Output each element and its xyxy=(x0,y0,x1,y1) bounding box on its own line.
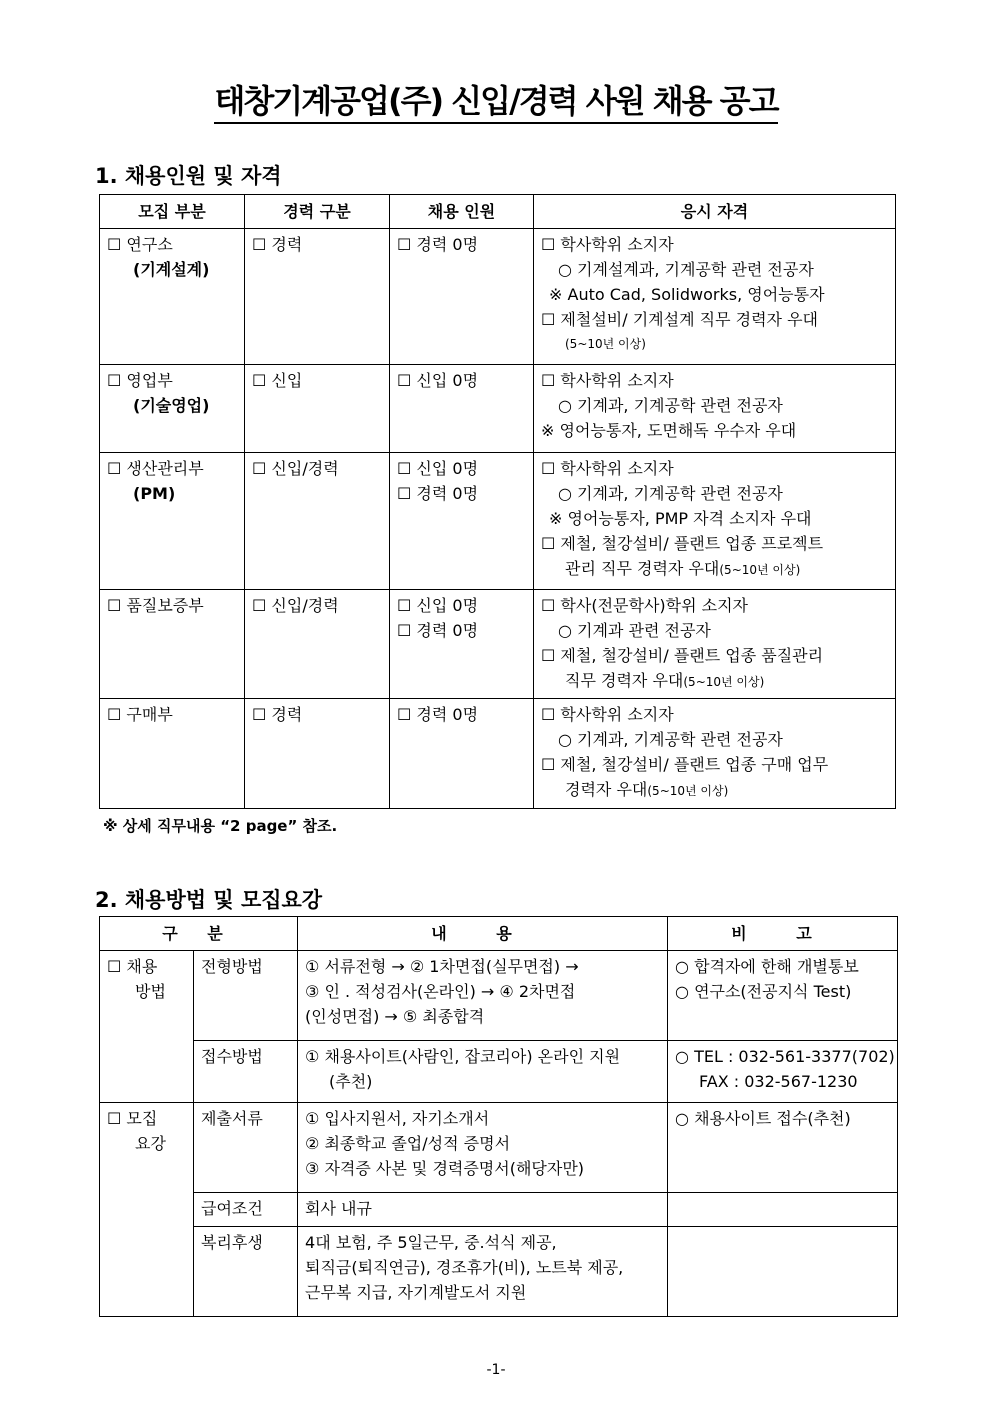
table-row xyxy=(100,229,896,365)
dept-cell: ☐ 연구소 (기계설계) xyxy=(100,229,245,365)
sub-cell: 전형방법 xyxy=(194,951,298,1041)
header-remark: 비 고 xyxy=(668,917,898,951)
career-cell: ☐ 경력 xyxy=(245,229,390,365)
dept-cell: ☐ 영업부 (기술영업) xyxy=(100,365,245,453)
remark-cell: ○ 합격자에 한해 개별통보 ○ 연구소(전공지식 Test) xyxy=(668,951,898,1041)
dept-cell: ☐ 구매부 xyxy=(100,699,245,809)
remark-cell xyxy=(668,1193,898,1227)
content-cell: ① 입사지원서, 자기소개서 ② 최종학교 졸업/성적 증명서 ③ 자격증 사본 및 경력증명서(해당자만) xyxy=(298,1103,668,1193)
sub-cell: 급여조건 xyxy=(194,1193,298,1227)
content-cell: ① 채용사이트(사람인, 잡코리아) 온라인 지원 (추천) xyxy=(298,1041,668,1103)
career-cell: ☐ 신입/경력 xyxy=(245,453,390,590)
table-header-row xyxy=(100,917,898,951)
header-career: 경력 구분 xyxy=(245,195,390,229)
table-row xyxy=(100,590,896,699)
header-category: 구 분 xyxy=(100,917,298,951)
count-cell: ☐ 신입 0명 xyxy=(390,365,534,453)
method-table xyxy=(99,916,898,1317)
table-row xyxy=(100,951,898,1041)
content-cell: 회사 내규 xyxy=(298,1193,668,1227)
count-cell: ☐ 경력 0명 xyxy=(390,699,534,809)
remark-cell: ○ 채용사이트 접수(추천) xyxy=(668,1103,898,1193)
table-row xyxy=(100,699,896,809)
content-cell: ① 서류전형 → ② 1차면접(실무면접) → ③ 인 . 적성검사(온라인) → ④ 2차면접 (인성면접) → ⑤ 최종합격 xyxy=(298,951,668,1041)
table-row xyxy=(100,1041,898,1103)
dept-cell: ☐ 품질보증부 xyxy=(100,590,245,699)
header-count: 채용 인원 xyxy=(390,195,534,229)
table-row xyxy=(100,365,896,453)
table-row xyxy=(100,1193,898,1227)
sub-cell: 접수방법 xyxy=(194,1041,298,1103)
group-cell: ☐ 모집 요강 xyxy=(100,1103,194,1317)
count-cell: ☐ 경력 0명 xyxy=(390,229,534,365)
career-cell: ☐ 경력 xyxy=(245,699,390,809)
detail-note: ※ 상세 직무내용 “2 page” 참조. xyxy=(103,817,338,835)
qualification-table xyxy=(99,194,896,809)
header-content: 내 용 xyxy=(298,917,668,951)
career-cell: ☐ 신입 xyxy=(245,365,390,453)
table-header-row xyxy=(100,195,896,229)
qual-cell: ☐ 학사학위 소지자 ○ 기계과, 기계공학 관련 전공자 ※ 영어능통자, 도면해독 우수자 우대 xyxy=(534,365,896,453)
qual-cell: ☐ 학사학위 소지자 ○ 기계과, 기계공학 관련 전공자 ☐ 제철, 철강설비/ 플랜트 업종 구매 업무 경력자 우대(5~10년 이상) xyxy=(534,699,896,809)
content-cell: 4대 보험, 주 5일근무, 중.석식 제공, 퇴직금(퇴직연금), 경조휴가(비), 노트북 제공, 근무복 지급, 자기계발도서 지원 xyxy=(298,1227,668,1317)
dept-cell: ☐ 생산관리부 (PM) xyxy=(100,453,245,590)
page-title: 태창기계공업(주) 신입/경력 사원 채용 공고 xyxy=(0,76,992,122)
count-cell: ☐ 신입 0명 ☐ 경력 0명 xyxy=(390,453,534,590)
career-cell: ☐ 신입/경력 xyxy=(245,590,390,699)
count-cell: ☐ 신입 0명 ☐ 경력 0명 xyxy=(390,590,534,699)
sub-cell: 제출서류 xyxy=(194,1103,298,1193)
header-dept: 모집 부분 xyxy=(100,195,245,229)
remark-cell xyxy=(668,1227,898,1317)
table-row xyxy=(100,453,896,590)
sub-cell: 복리후생 xyxy=(194,1227,298,1317)
table-row xyxy=(100,1103,898,1193)
page-number: -1- xyxy=(486,1362,506,1378)
qual-cell: ☐ 학사학위 소지자 ○ 기계과, 기계공학 관련 전공자 ※ 영어능통자, PMP 자격 소지자 우대 ☐ 제철, 철강설비/ 플랜트 업종 프로젝트 관리 직무 경력자 우대(5~10년 이상) xyxy=(534,453,896,590)
remark-cell: ○ TEL : 032-561-3377(702) FAX : 032-567-1230 xyxy=(668,1041,898,1103)
group-cell: ☐ 채용 방법 xyxy=(100,951,194,1103)
section2-heading: 2. 채용방법 및 모집요강 xyxy=(95,888,323,912)
header-qual: 응시 자격 xyxy=(534,195,896,229)
section1-heading: 1. 채용인원 및 자격 xyxy=(95,164,282,188)
qual-cell: ☐ 학사(전문학사)학위 소지자 ○ 기계과 관련 전공자 ☐ 제철, 철강설비/ 플랜트 업종 품질관리 직무 경력자 우대(5~10년 이상) xyxy=(534,590,896,699)
table-row xyxy=(100,1227,898,1317)
qual-cell: ☐ 학사학위 소지자 ○ 기계설계과, 기계공학 관련 전공자 ※ Auto Cad, Solidworks, 영어능통자 ☐ 제철설비/ 기계설계 직무 경력자 우대 (5~10년 이상) xyxy=(534,229,896,365)
